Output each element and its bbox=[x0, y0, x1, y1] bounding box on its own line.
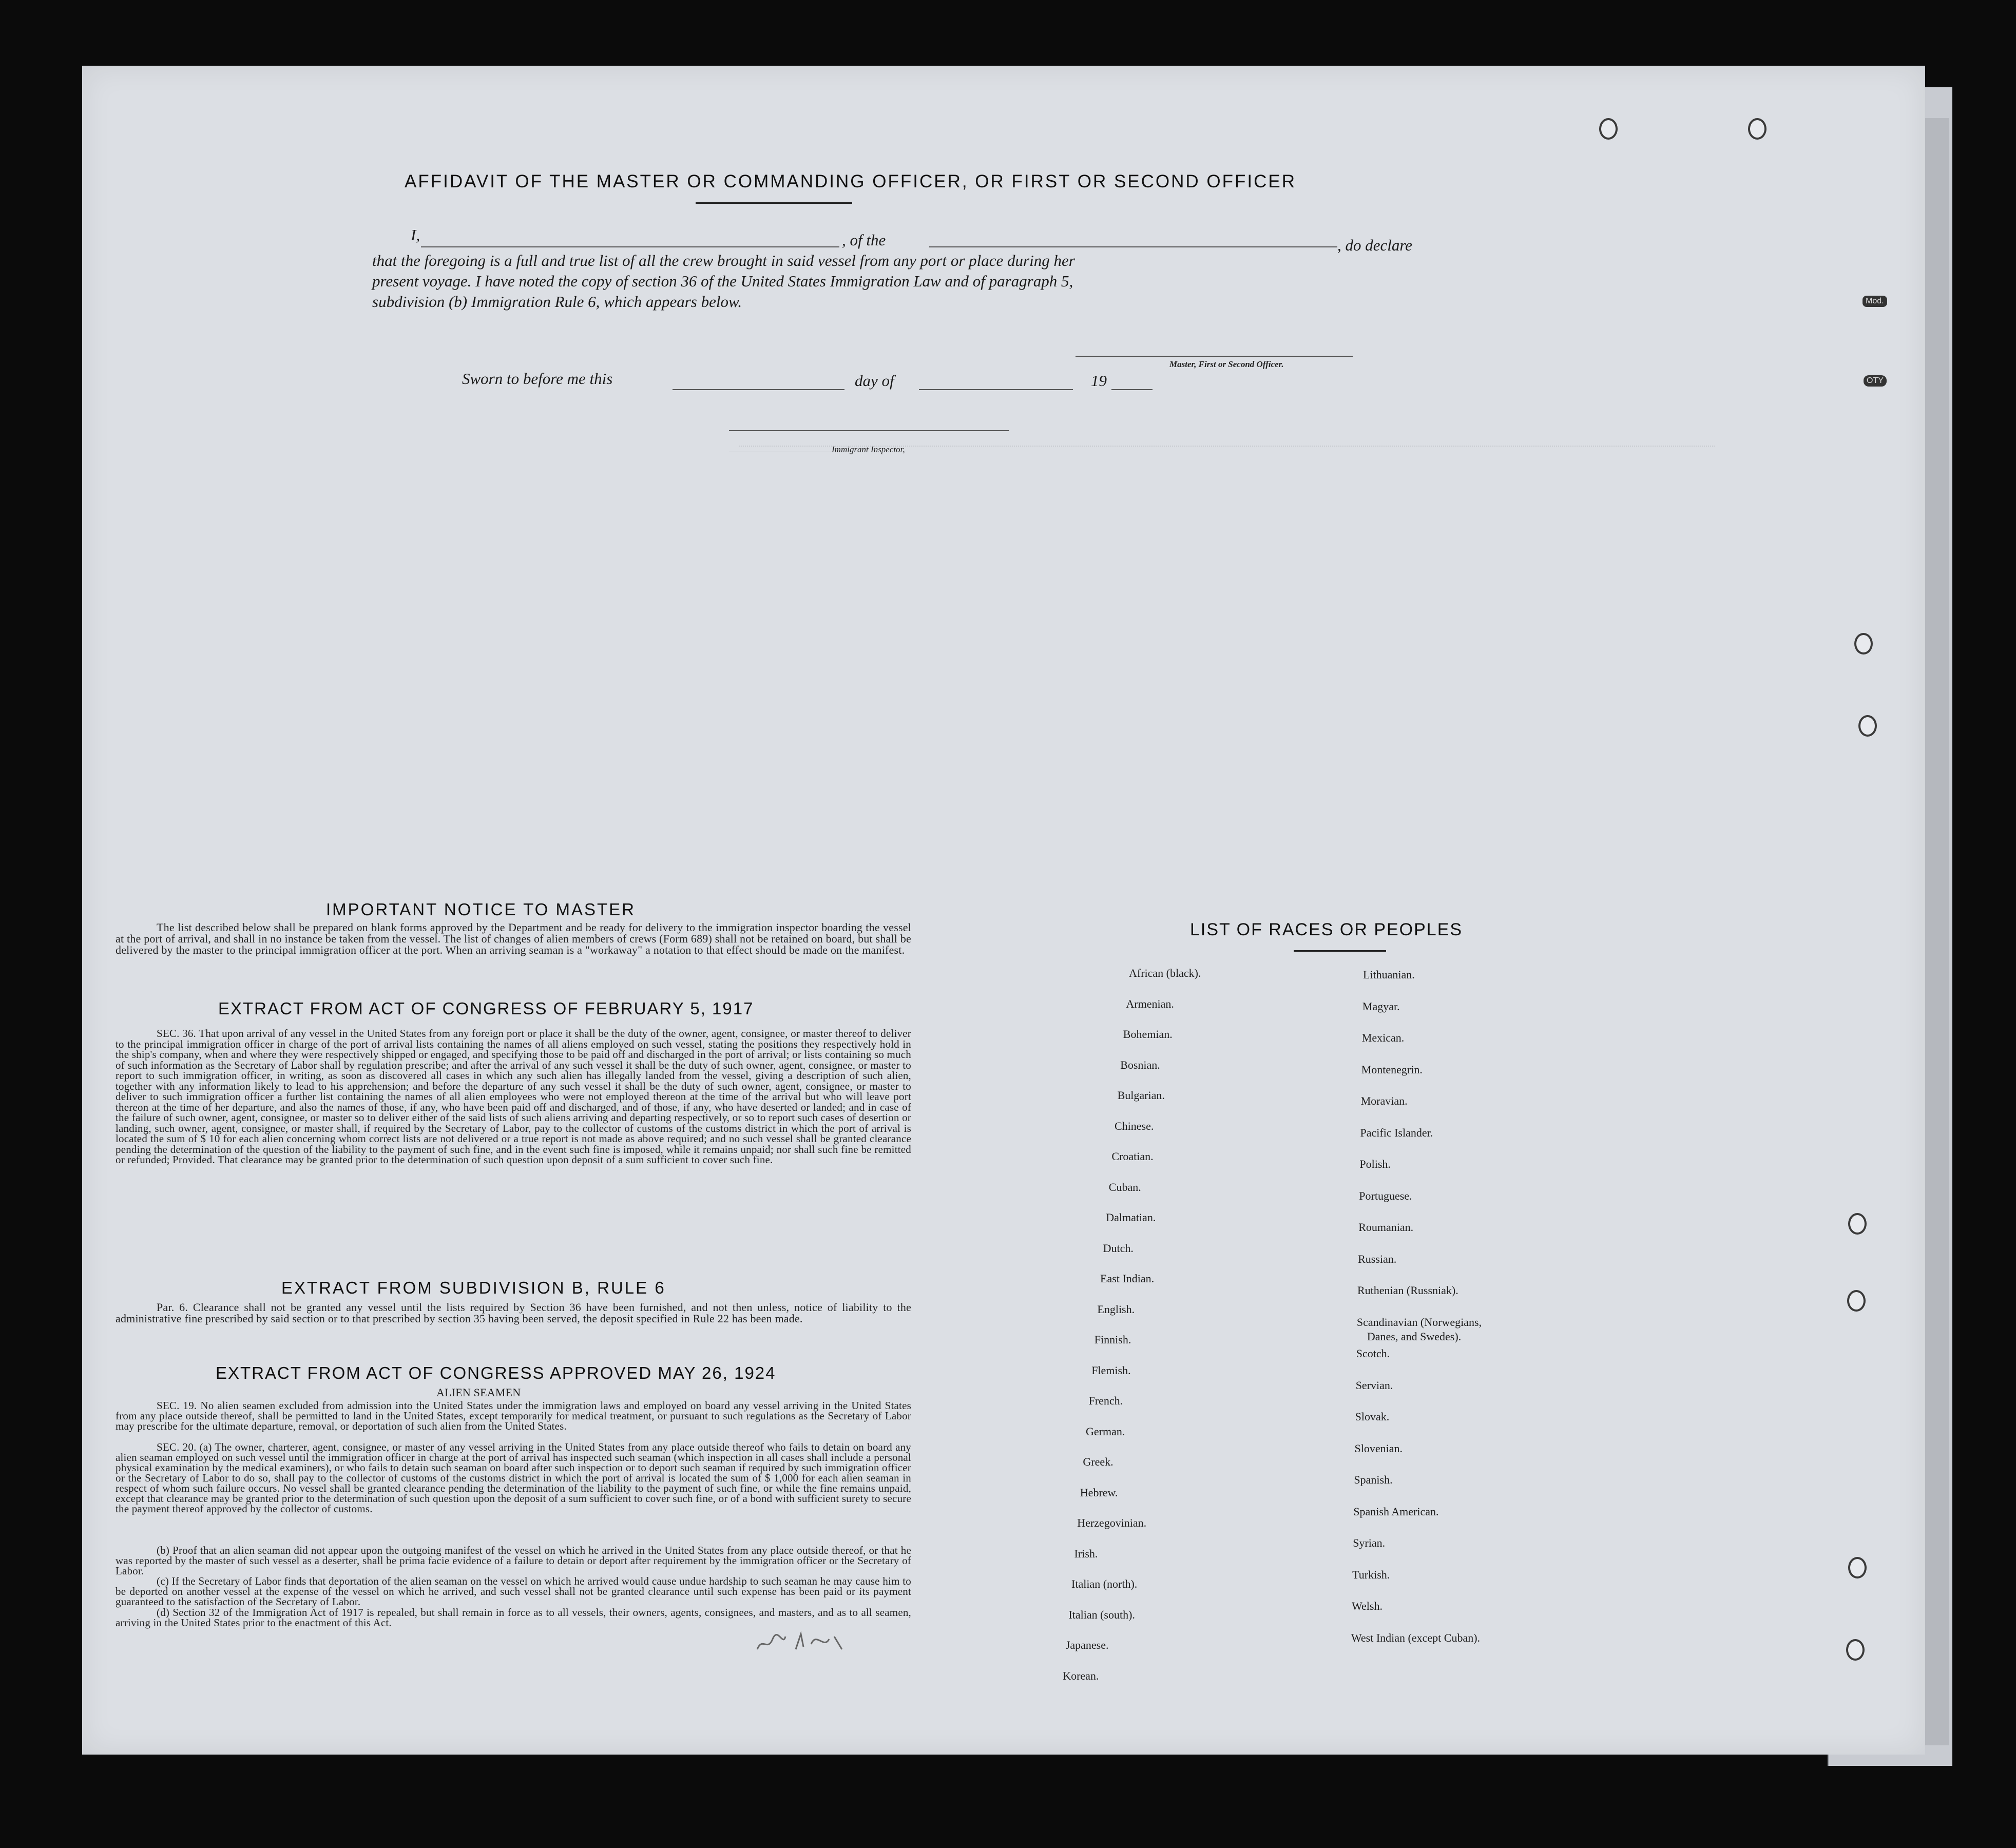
margin-tab-mod: Mod. bbox=[1863, 296, 1887, 307]
races-title: LIST OF RACES OR PEOPLES bbox=[1190, 920, 1463, 939]
race-item: Scandinavian (Norwegians, bbox=[1356, 1315, 1482, 1329]
sec-19-text: SEC. 19. No alien seamen excluded from admission into the United States under the immigration laws and employed on board any vessel arriving in the United States from any place outside thereof, shall be permitted to land in the United States, except temporarily for medical treatment, or pursuant to such regulations as the Secretary of Labor may prescribe for the ultimate departure, removal, or deportation of such alien from the United States. bbox=[116, 1399, 911, 1432]
affidavit-line-1: that the foregoing is a full and true list of all the crew brought in said vessel from any port or place during her bbox=[372, 252, 1075, 270]
rule-6-title: EXTRACT FROM SUBDIVISION B, RULE 6 bbox=[281, 1278, 666, 1297]
punch-hole bbox=[1847, 1290, 1866, 1312]
rule-6-body: Par. 6. Clearance shall not be granted any vessel until the lists required by Section 36 have been furnished, and not then unless, notice of liability to the administrative fine prescribed by said section or to that prescribed by section 35 having been served, the deposit specified in Rule 22 has been made. bbox=[116, 1301, 911, 1325]
master-name-blank[interactable] bbox=[421, 246, 839, 247]
race-item: Croatian. bbox=[1111, 1150, 1154, 1163]
race-item: Japanese. bbox=[1065, 1639, 1109, 1651]
race-item: Herzegovinian. bbox=[1077, 1516, 1147, 1529]
punch-hole bbox=[1848, 1557, 1867, 1578]
sworn-month-blank[interactable] bbox=[919, 389, 1073, 390]
punch-hole bbox=[1858, 715, 1877, 737]
race-item: Chinese. bbox=[1115, 1119, 1154, 1132]
race-item: Finnish. bbox=[1094, 1333, 1131, 1346]
inspector-signature-line[interactable] bbox=[729, 430, 1009, 431]
day-of-text: day of bbox=[855, 372, 894, 390]
extract-1917-body: SEC. 36. That upon arrival of any vessel in the United States from any foreign port or place it shall be the duty of the owner, agent, consignee, or master thereof to deliver to the principal immigration officer in charge of the port of arrival lists containing the names of all aliens employed on such vessel, stating the positions they respectively hold in the ship's company, when and where they were respectively shipped or engaged, and specifying those to be paid off and discharged in the port of arrival; or lists containing so much of such information as the Secretary of Labor shall by regulation prescribe; and after the arrival of any such vessel it shall be the duty of such owner, agent, consignee, or master to report to such immigration officer, in writing, as soon as discovered all cases in which any such alien has illegally landed from the vessel, giving a description of such alien, together with any information likely to lead to his apprehension; and before the departure of any such vessel it shall be the duty of such owner, agent, consignee, or master to deliver to such immigration officer a further list containing the names of all alien employees who were not employed thereon at the time of the arrival but who will leave port thereon at the time of her departure, and also the names of those, if any, who have been paid off and discharged, and of those, if any, who have deserted or landed; and in case of the failure of such owner, agent, consignee, or master so to deliver either of the said lists of such aliens arriving and departing respectively, or so to report such cases of desertion or landing, such owner, agent, consignee, or master shall, if required by the Secretary of Labor, pay to the collector of customs of the customs district in which the port of arrival is located the sum of $ 10 for each alien concerning whom correct lists are not delivered or a true report is not made as above required; and no such vessel shall be granted clearance pending the determination of the question of the liability to the payment of such fine, and in the event such fine is imposed, while it remains unpaid; nor shall such fine be remitted or refunded; Provided. That clearance may be granted prior to the determination of such question upon deposit of a sum sufficient to cover such fine. bbox=[116, 1027, 911, 1166]
affidavit-line-3: subdivision (b) Immigration Rule 6, which appears below. bbox=[372, 293, 742, 311]
extract-1924-subtitle: ALIEN SEAMEN bbox=[436, 1386, 521, 1399]
vessel-name-blank[interactable] bbox=[929, 246, 1337, 247]
master-signature-caption: Master, First or Second Officer. bbox=[1169, 359, 1284, 369]
race-item: Pacific Islander. bbox=[1360, 1126, 1433, 1139]
race-item: Bohemian. bbox=[1123, 1028, 1173, 1041]
race-item: Servian. bbox=[1355, 1378, 1393, 1392]
punch-hole bbox=[1846, 1639, 1865, 1661]
punch-hole bbox=[1748, 118, 1767, 140]
race-item: English. bbox=[1097, 1302, 1135, 1316]
race-item: German. bbox=[1086, 1424, 1125, 1438]
race-item: Greek. bbox=[1083, 1455, 1113, 1468]
race-item: West Indian (except Cuban). bbox=[1351, 1631, 1481, 1644]
margin-tab-oty: OTY bbox=[1864, 375, 1887, 387]
notice-body: The list described below shall be prepared on blank forms approved by the Department and be ready for delivery to the immigration inspector boarding the vessel at the port of arrival, and shall in no instance be taken from the vessel. The list of changes of alien members of crews (Form 689) shall not be retained on board, but shall be delivered by the master to the principal immigration officer at the port. When an arriving seaman is a "workaway" a notation to that effect should be made on the manifest. bbox=[116, 921, 911, 956]
race-item: Montenegrin. bbox=[1361, 1063, 1423, 1076]
race-item: Armenian. bbox=[1126, 997, 1174, 1010]
affidavit-line-2: present voyage. I have noted the copy of section 36 of the United States Immigration Law and of paragraph 5, bbox=[372, 272, 1073, 290]
sec-20d-text: (d) Section 32 of the Immigration Act of 1917 is repealed, but shall remain in force as to all vessels, their owners, agents, consignees, and masters, and as to all seamen, arriving in the United States prior to the enactment of this Act. bbox=[116, 1606, 911, 1629]
handwritten-scribble bbox=[755, 1626, 852, 1657]
sworn-day-blank[interactable] bbox=[673, 389, 844, 390]
race-item: African (black). bbox=[1129, 967, 1201, 979]
punch-hole bbox=[1599, 118, 1618, 140]
race-item: Polish. bbox=[1359, 1158, 1391, 1170]
race-item: Hebrew. bbox=[1080, 1486, 1118, 1499]
inspector-caption: Immigrant Inspector, bbox=[832, 445, 905, 454]
document-page bbox=[82, 66, 1925, 1755]
race-item: Roumanian. bbox=[1358, 1221, 1414, 1234]
affidavit-i: I, bbox=[411, 226, 420, 244]
race-item: Irish. bbox=[1074, 1547, 1098, 1560]
notice-title: IMPORTANT NOTICE TO MASTER bbox=[326, 900, 636, 919]
extract-1924-title: EXTRACT FROM ACT OF CONGRESS APPROVED MAY 26, 1924 bbox=[216, 1363, 776, 1382]
sec-20b-text: (b) Proof that an alien seaman did not appear upon the outgoing manifest of the vessel on which he arrived in the United States from any place outside thereof, or that he was reported by the master of such vessel as a deserter, shall be prima facie evidence of a failure to detain or deport after requirement by the immigration officer or the Secretary of Labor. bbox=[116, 1544, 911, 1577]
race-item: Dalmatian. bbox=[1106, 1211, 1156, 1224]
sec-20a-text: SEC. 20. (a) The owner, charterer, agent, consignee, or master of any vessel arriving in the United States from any place outside thereof who fails to detain on board any alien seaman employed on such vessel until the immigration officer in charge at the port of arrival has inspected such seaman (which inspection in all cases shall include a personal physical examination by the medical examiners), or who fails to detain such seaman on board after such inspection or to deport such seaman if required by such immigration officer or the Secretary of Labor to do so, shall pay to the collector of customs of the customs district in which the port of arrival is located the sum of $ 1,000 for each alien seaman in respect of whom such failure occurs. No vessel shall be granted clearance pending the determination of the liability to the payment of such fine, or while the fine remains unpaid, except that clearance may be granted prior to the determination of such question upon the deposit of a sum sufficient to cover such fine, or of a bond with sufficient surety to secure the payment thereof approved by the collector of customs. bbox=[116, 1441, 911, 1515]
punch-hole bbox=[1854, 633, 1873, 654]
races-title-rule bbox=[1294, 950, 1386, 952]
race-item: Russian. bbox=[1358, 1252, 1397, 1265]
race-item: Italian (north). bbox=[1071, 1577, 1138, 1590]
race-item: Flemish. bbox=[1091, 1363, 1131, 1377]
race-item: Moravian. bbox=[1360, 1094, 1408, 1107]
extract-1917-title: EXTRACT FROM ACT OF CONGRESS OF FEBRUARY 5, 1917 bbox=[218, 999, 754, 1018]
race-item: Turkish. bbox=[1352, 1568, 1390, 1581]
race-item: Spanish American. bbox=[1353, 1505, 1439, 1518]
race-item: Slovenian. bbox=[1354, 1441, 1403, 1455]
race-item: Syrian. bbox=[1353, 1536, 1386, 1549]
race-item: Portuguese. bbox=[1359, 1189, 1412, 1202]
race-item: East Indian. bbox=[1100, 1272, 1155, 1285]
race-item: Slovak. bbox=[1355, 1410, 1390, 1423]
affidavit-do-declare: , do declare bbox=[1337, 236, 1413, 254]
race-item: Italian (south). bbox=[1068, 1608, 1135, 1621]
race-item: Ruthenian (Russniak). bbox=[1357, 1284, 1458, 1297]
race-item: Welsh. bbox=[1352, 1600, 1383, 1612]
race-item: Danes, and Swedes). bbox=[1367, 1330, 1462, 1343]
race-item: Bulgarian. bbox=[1117, 1089, 1165, 1102]
race-item: Bosnian. bbox=[1120, 1058, 1160, 1071]
sworn-year-blank[interactable] bbox=[1111, 389, 1153, 390]
race-item: French. bbox=[1088, 1394, 1123, 1407]
race-item: Lithuanian. bbox=[1363, 968, 1415, 981]
race-item: Dutch. bbox=[1103, 1241, 1134, 1255]
race-item: Mexican. bbox=[1361, 1031, 1405, 1044]
punch-hole bbox=[1848, 1213, 1867, 1235]
year-prefix: 19 bbox=[1091, 372, 1107, 390]
race-item: Spanish. bbox=[1354, 1473, 1393, 1486]
race-item: Scotch. bbox=[1356, 1347, 1390, 1360]
race-item: Magyar. bbox=[1362, 999, 1400, 1013]
affidavit-title-rule bbox=[696, 202, 852, 204]
master-signature-line[interactable] bbox=[1076, 356, 1353, 357]
race-item: Korean. bbox=[1063, 1669, 1099, 1682]
sec-20c-text: (c) If the Secretary of Labor finds that deportation of the alien seaman on the vessel on which he arrived would cause undue hardship to such seaman he may cause him to be deported on another vessel at the expense of the vessel on which he arrived, and such vessel shall not be granted clearance until such expense has been paid or its payment guaranteed to the satisfaction of the Secretary of Labor. bbox=[116, 1575, 911, 1608]
race-item: Cuban. bbox=[1108, 1180, 1141, 1194]
sworn-text: Sworn to before me this bbox=[462, 370, 613, 388]
affidavit-title: AFFIDAVIT OF THE MASTER OR COMMANDING OFFICER, OR FIRST OR SECOND OFFICER bbox=[405, 171, 1297, 191]
affidavit-of-the: , of the bbox=[842, 231, 886, 249]
